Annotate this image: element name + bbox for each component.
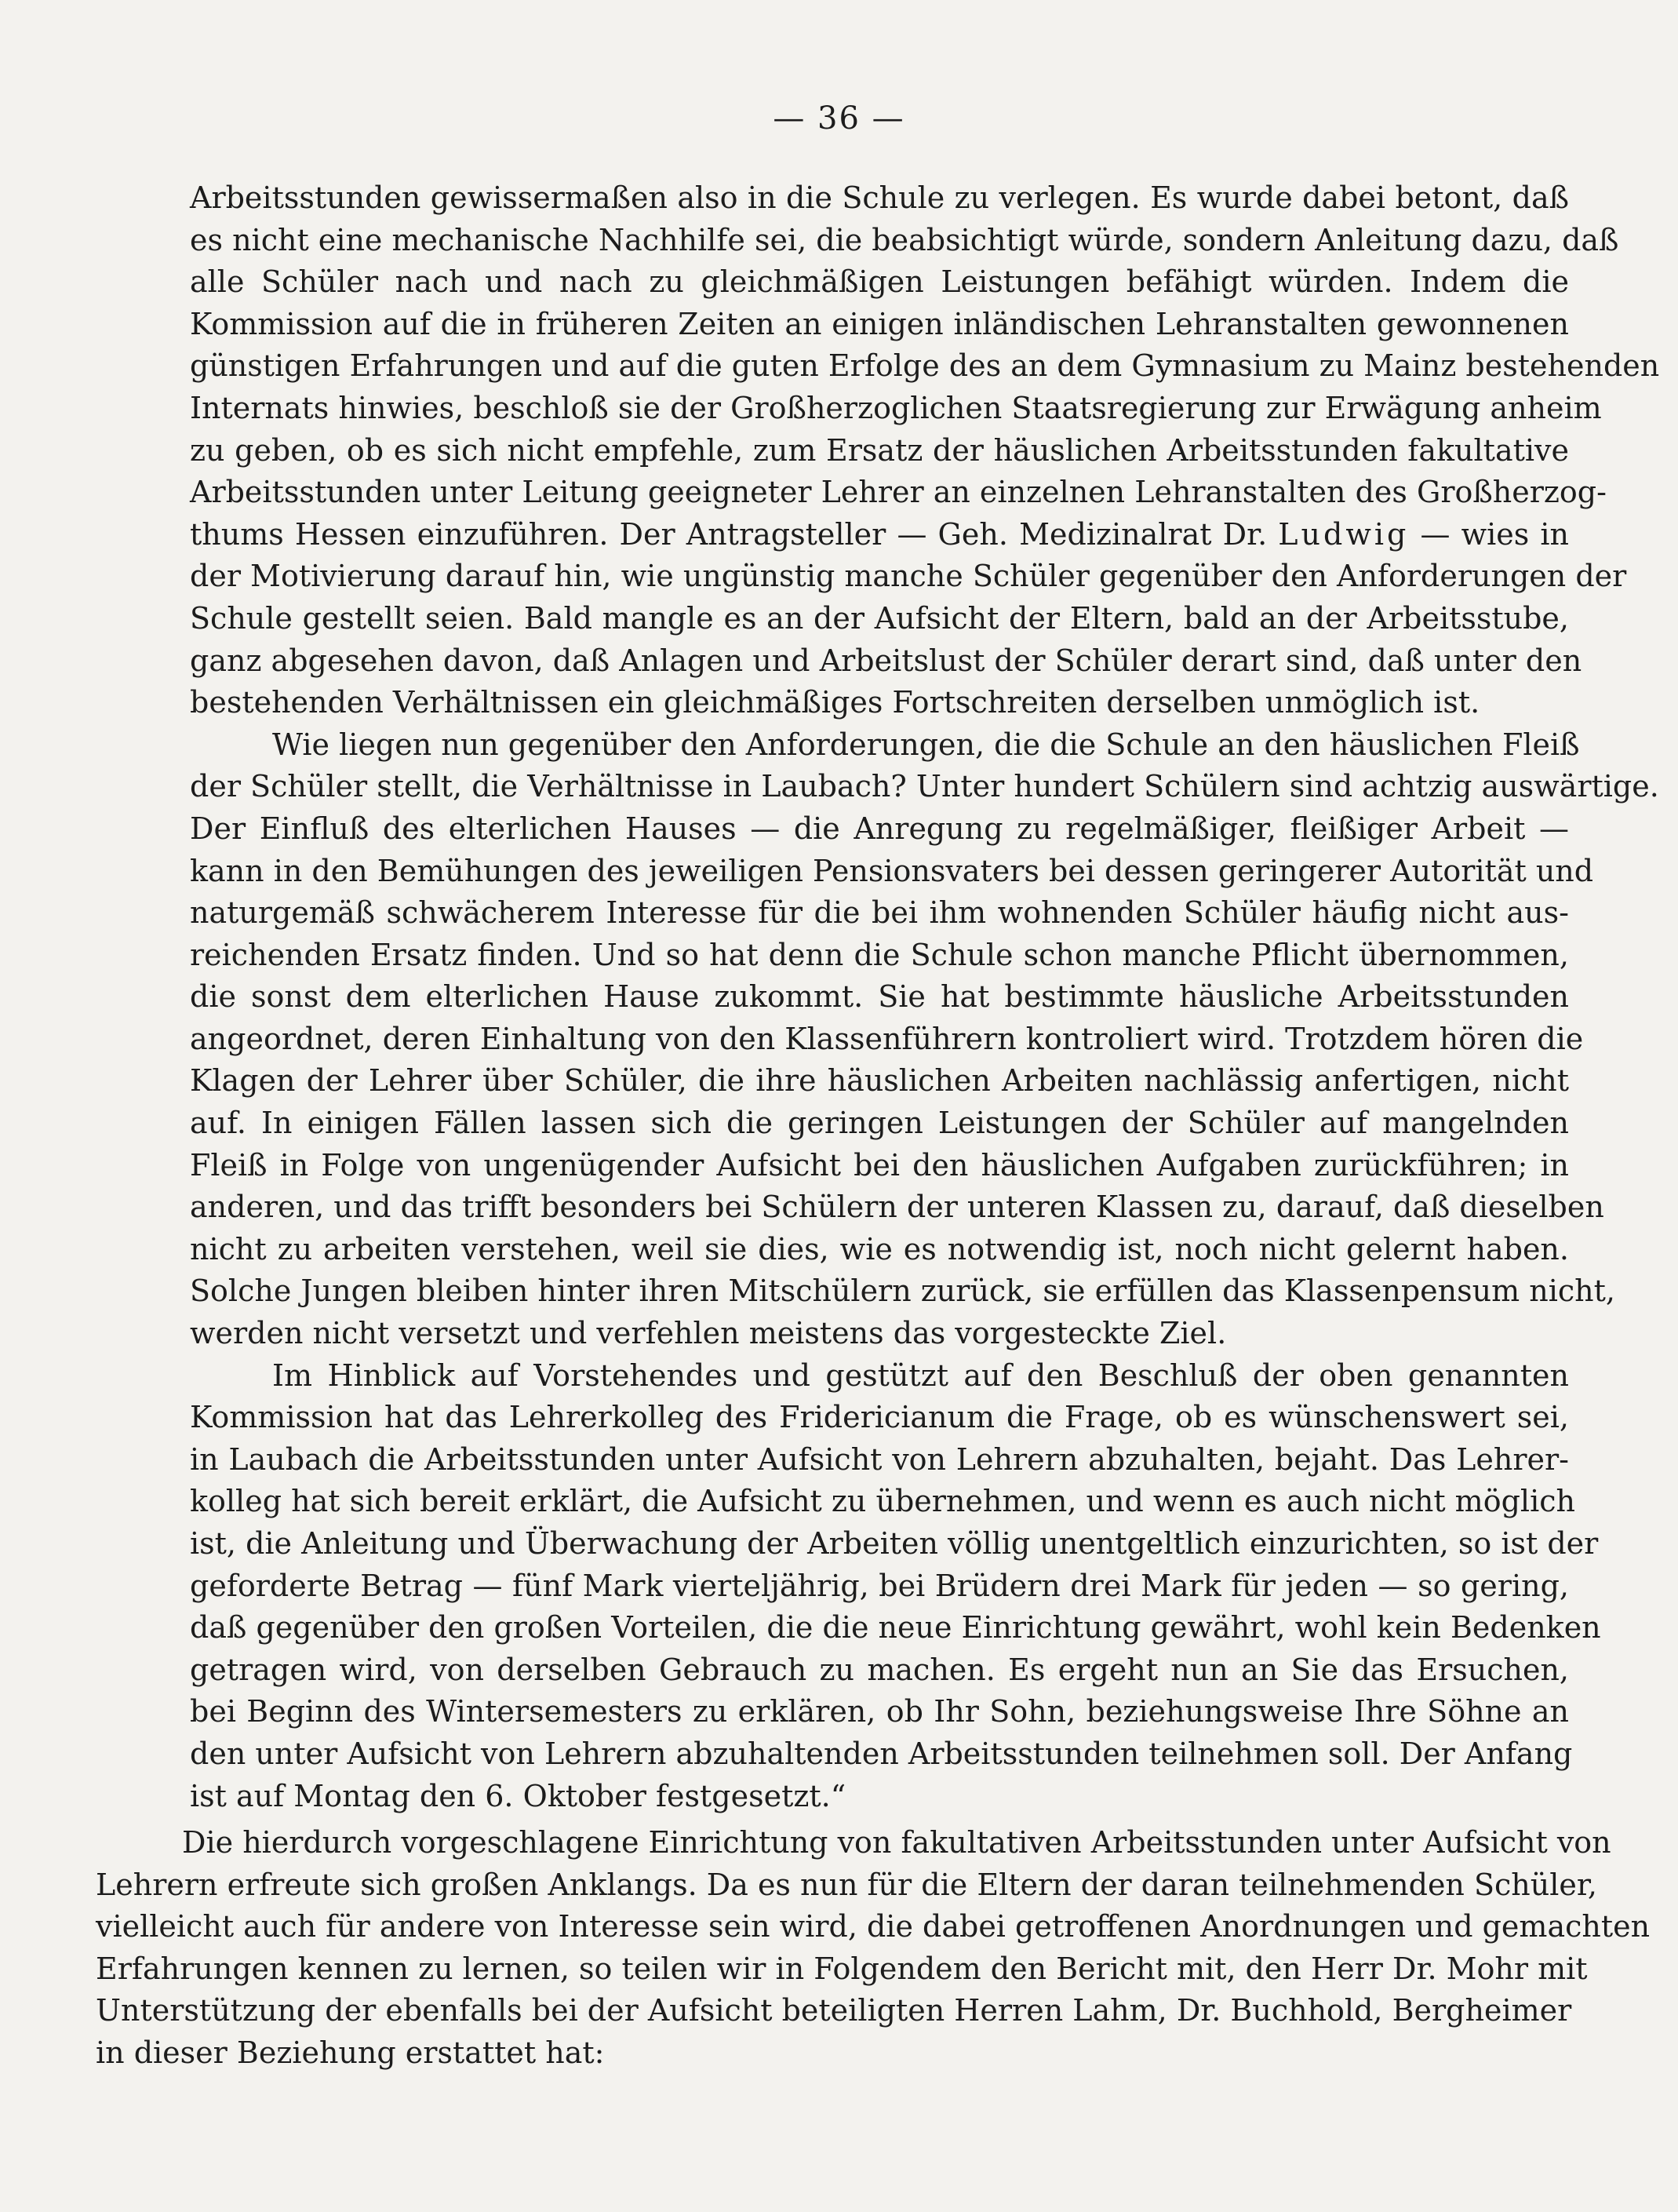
text-line: auf. In einigen Fällen lassen sich die geringen Leistungen der Schüler auf mangelnden: [190, 1106, 1569, 1141]
text-line: Arbeitsstunden gewissermaßen also in die Schule zu verlegen. Es wurde dabei betont, daß: [190, 180, 1569, 215]
text-line: Klagen der Lehrer über Schüler, die ihre häuslichen Arbeiten nachlässig anfertigen, nicht: [190, 1063, 1569, 1099]
text-line: in Laubach die Arbeitsstunden unter Aufsicht von Lehrern abzuhalten, bejaht. Das Lehrer-: [190, 1441, 1569, 1477]
text-line: zu geben, ob es sich nicht empfehle, zum Ersatz der häuslichen Arbeitsstunden fakultative: [190, 432, 1569, 468]
text-line: bei Beginn des Wintersemesters zu erklären, ob Ihr Sohn, beziehungsweise Ihre Söhne an: [190, 1694, 1569, 1729]
text-line: Solche Jungen bleiben hinter ihren Mitschülern zurück, sie erfüllen das Klassenpensum nicht,: [190, 1274, 1615, 1309]
text-line: angeordnet, deren Einhaltung von den Klassenführern kontroliert wird. Trotzdem hören die: [190, 1021, 1584, 1056]
text-line: getragen wird, von derselben Gebrauch zu machen. Es ergeht nun an Sie das Ersuchen,: [190, 1652, 1569, 1687]
person-name: Ludwig: [1278, 516, 1410, 552]
text-line: Im Hinblick auf Vorstehendes und gestützt auf den Beschluß der oben genannten: [272, 1357, 1569, 1393]
closing-paragraph: [96, 1822, 1651, 2075]
text-line: die sonst dem elterlichen Hause zukommt. Sie hat bestimmte häusliche Arbeitsstunden: [190, 979, 1569, 1015]
text-line: werden nicht versetzt und verfehlen meistens das vorgesteckte Ziel.: [190, 1316, 1227, 1351]
text-line: vielleicht auch für andere von Interesse sein wird, die dabei getroffenen Anordnungen und gemachten: [96, 1909, 1651, 1944]
text-line: es nicht eine mechanische Nachhilfe sei, die beabsichtigt würde, sondern Anleitung dazu, daß: [190, 222, 1619, 257]
text-line: bestehenden Verhältnissen ein gleichmäßiges Fortschreiten derselben unmöglich ist.: [190, 685, 1480, 720]
text-line: den unter Aufsicht von Lehrern abzuhaltenden Arbeitsstunden teilnehmen soll. Der Anfang: [190, 1736, 1573, 1771]
text-line: ganz abgesehen davon, daß Anlagen und Arbeitslust der Schüler derart sind, daß unter den: [190, 643, 1582, 678]
text-line: ist auf Montag den 6. Oktober festgesetzt.“: [190, 1778, 846, 1813]
text-line-ludwig: [190, 514, 1569, 556]
text-line: Der Einfluß des elterlichen Hauses — die Anregung zu regelmäßiger, fleißiger Arbeit —: [190, 811, 1569, 846]
text-line: der Schüler stellt, die Verhältnisse in Laubach? Unter hundert Schülern sind achtzig auswärtige.: [190, 769, 1659, 804]
text-line: ist, die Anleitung und Überwachung der Arbeiten völlig unentgeltlich einzurichten, so ist der: [190, 1526, 1599, 1561]
text-line: alle Schüler nach und nach zu gleichmäßigen Leistungen befähigt würden. Indem die: [190, 264, 1569, 300]
text-line: naturgemäß schwächerem Interesse für die bei ihm wohnenden Schüler häufig nicht aus-: [190, 895, 1569, 931]
text-line: günstigen Erfahrungen und auf die guten Erfolge des an dem Gymnasium zu Mainz bestehenden: [190, 348, 1660, 384]
text-line: Erfahrungen kennen zu lernen, so teilen wir in Folgendem den Bericht mit, den Herr Dr. Mohr mit: [96, 1951, 1588, 1986]
text-line: geforderte Betrag — fünf Mark vierteljährig, bei Brüdern drei Mark für jeden — so gering,: [190, 1568, 1569, 1603]
text-line: Arbeitsstunden unter Leitung geeigneter Lehrer an einzelnen Lehranstalten des Großherzog-: [190, 475, 1607, 510]
text-line: Schule gestellt seien. Bald mangle es an der Aufsicht der Eltern, bald an der Arbeitsstube,: [190, 600, 1569, 636]
text-line: Kommission hat das Lehrerkolleg des Fridericianum die Frage, ob es wünschenswert sei,: [190, 1400, 1569, 1435]
text-line: Wie liegen nun gegenüber den Anforderungen, die die Schule an den häuslichen Fleiß: [272, 727, 1580, 762]
text-line: in dieser Beziehung erstattet hat:: [96, 2035, 605, 2070]
text-line: Internats hinwies, beschloß sie der Großherzoglichen Staatsregierung zur Erwägung anheim: [190, 390, 1602, 425]
text-segment: — wies in: [1409, 516, 1569, 552]
page-number: — 36 —: [773, 100, 905, 137]
text-line: kann in den Bemühungen des jeweiligen Pensionsvaters bei dessen geringerer Autorität und: [190, 853, 1594, 888]
text-line: Kommission auf die in früheren Zeiten an einigen inländischen Lehranstalten gewonnenen: [190, 306, 1569, 341]
text-line: Unterstützung der ebenfalls bei der Aufsicht beteiligten Herren Lahm, Dr. Buchhold, Bergheimer: [96, 1993, 1572, 2028]
text-line: Fleiß in Folge von ungenügender Aufsicht bei den häuslichen Aufgaben zurückführen; in: [190, 1147, 1569, 1183]
text-line: kolleg hat sich bereit erklärt, die Aufsicht zu übernehmen, und wenn es auch nicht möglich: [190, 1484, 1575, 1519]
text-line: Die hierdurch vorgeschlagene Einrichtung von fakultativen Arbeitsstunden unter Aufsicht von: [182, 1825, 1611, 1860]
text-line: nicht zu arbeiten verstehen, weil sie dies, wie es notwendig ist, noch nicht gelernt haben.: [190, 1231, 1569, 1266]
text-line: Lehrern erfreute sich großen Anklangs. Da es nun für die Eltern der daran teilnehmenden Schüler,: [96, 1867, 1597, 1902]
text-line: der Motivierung darauf hin, wie ungünstig manche Schüler gegenüber den Anforderungen der: [190, 559, 1627, 594]
text-line: anderen, und das trifft besonders bei Schülern der unteren Klassen zu, darauf, daß dieselben: [190, 1190, 1604, 1225]
text-segment: thums Hessen einzuführen. Der Antragsteller — Geh. Medizinalrat Dr.: [190, 516, 1279, 552]
text-line: daß gegenüber den großen Vorteilen, die die neue Einrichtung gewährt, wohl kein Bedenken: [190, 1610, 1601, 1645]
quoted-paragraphs: [190, 177, 1660, 1817]
text-line: reichenden Ersatz finden. Und so hat denn die Schule schon manche Pflicht übernommen,: [190, 937, 1569, 972]
